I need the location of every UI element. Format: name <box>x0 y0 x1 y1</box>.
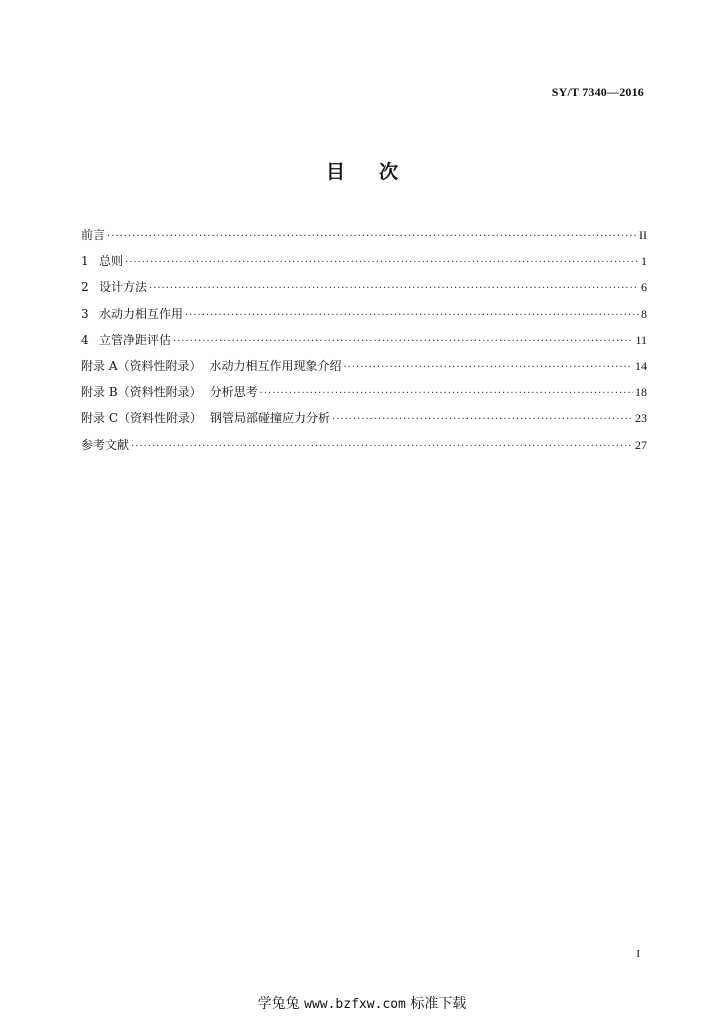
toc-entry-label <box>81 330 171 350</box>
toc-entry-label: 参考文献 <box>81 437 130 452</box>
toc-entry-number: 4 <box>81 332 89 347</box>
toc-entry-page: 6 <box>641 280 647 295</box>
toc-entry-label: 前言 <box>81 228 106 242</box>
dot-leader <box>131 437 633 457</box>
toc-entry-title: 水动力相互作用 <box>99 306 184 321</box>
toc-entry-page: 23 <box>635 411 647 426</box>
toc-entry-title: 水动力相互作用现象介绍 <box>209 358 342 373</box>
toc-entry-number: 2 <box>81 280 89 295</box>
page-title: 目次 <box>325 161 432 183</box>
toc-entry-4[interactable] <box>81 330 647 356</box>
toc-entry-page: II <box>639 228 647 242</box>
dot-leader <box>260 384 633 404</box>
toc-entry-page: 8 <box>641 306 647 321</box>
footer-watermark <box>0 993 724 1013</box>
dot-leader <box>332 410 633 430</box>
table-of-contents <box>81 225 647 461</box>
page-number: I <box>636 948 640 960</box>
toc-entry-3[interactable] <box>81 304 647 330</box>
dot-leader <box>125 253 639 273</box>
footer-tagline: 标准下载 <box>410 996 467 1012</box>
toc-entry-number: 3 <box>81 306 89 321</box>
toc-entry-page: 27 <box>635 437 647 452</box>
toc-entry-page: 14 <box>635 358 647 373</box>
toc-entry-label <box>81 304 183 324</box>
toc-entry-prefix: 附录 B（资料性附录） <box>81 385 202 400</box>
toc-entry-appendix-c[interactable] <box>81 408 647 434</box>
toc-entry-1[interactable] <box>81 251 647 277</box>
dot-leader <box>107 227 637 247</box>
toc-entry-references[interactable] <box>81 435 647 461</box>
toc-entry-page: 1 <box>641 254 647 269</box>
toc-entry-prefix: 附录 A（资料性附录） <box>81 358 202 373</box>
footer-url[interactable]: www.bzfxw.com <box>304 997 406 1012</box>
toc-entry-prefix: 附录 C（资料性附录） <box>81 411 202 426</box>
toc-entry-label <box>81 356 342 376</box>
toc-entry-title: 钢管局部碰撞应力分析 <box>210 411 331 426</box>
footer-site-name: 学兔兔 <box>257 996 300 1012</box>
toc-entry-number: 1 <box>81 254 89 269</box>
dot-leader <box>173 332 633 352</box>
toc-entry-label <box>81 408 330 428</box>
toc-entry-page: 11 <box>635 332 647 347</box>
toc-entry-label <box>81 277 147 297</box>
toc-entry-page: 18 <box>635 385 647 400</box>
toc-entry-appendix-b[interactable] <box>81 382 647 408</box>
toc-entry-title: 分析思考 <box>209 385 258 400</box>
toc-entry-appendix-a[interactable] <box>81 356 647 382</box>
toc-entry-title: 立管净距评估 <box>99 332 172 347</box>
dot-leader <box>344 358 634 378</box>
toc-entry-2[interactable] <box>81 277 647 303</box>
dot-leader <box>185 306 639 326</box>
toc-entry-label <box>81 382 258 402</box>
toc-entry-title: 总则 <box>99 254 124 269</box>
toc-entry-title: 设计方法 <box>99 280 148 295</box>
dot-leader <box>149 279 639 299</box>
standard-code: SY/T 7340—2016 <box>551 85 644 99</box>
toc-entry-label <box>81 251 123 271</box>
toc-entry-foreword[interactable] <box>81 225 647 251</box>
